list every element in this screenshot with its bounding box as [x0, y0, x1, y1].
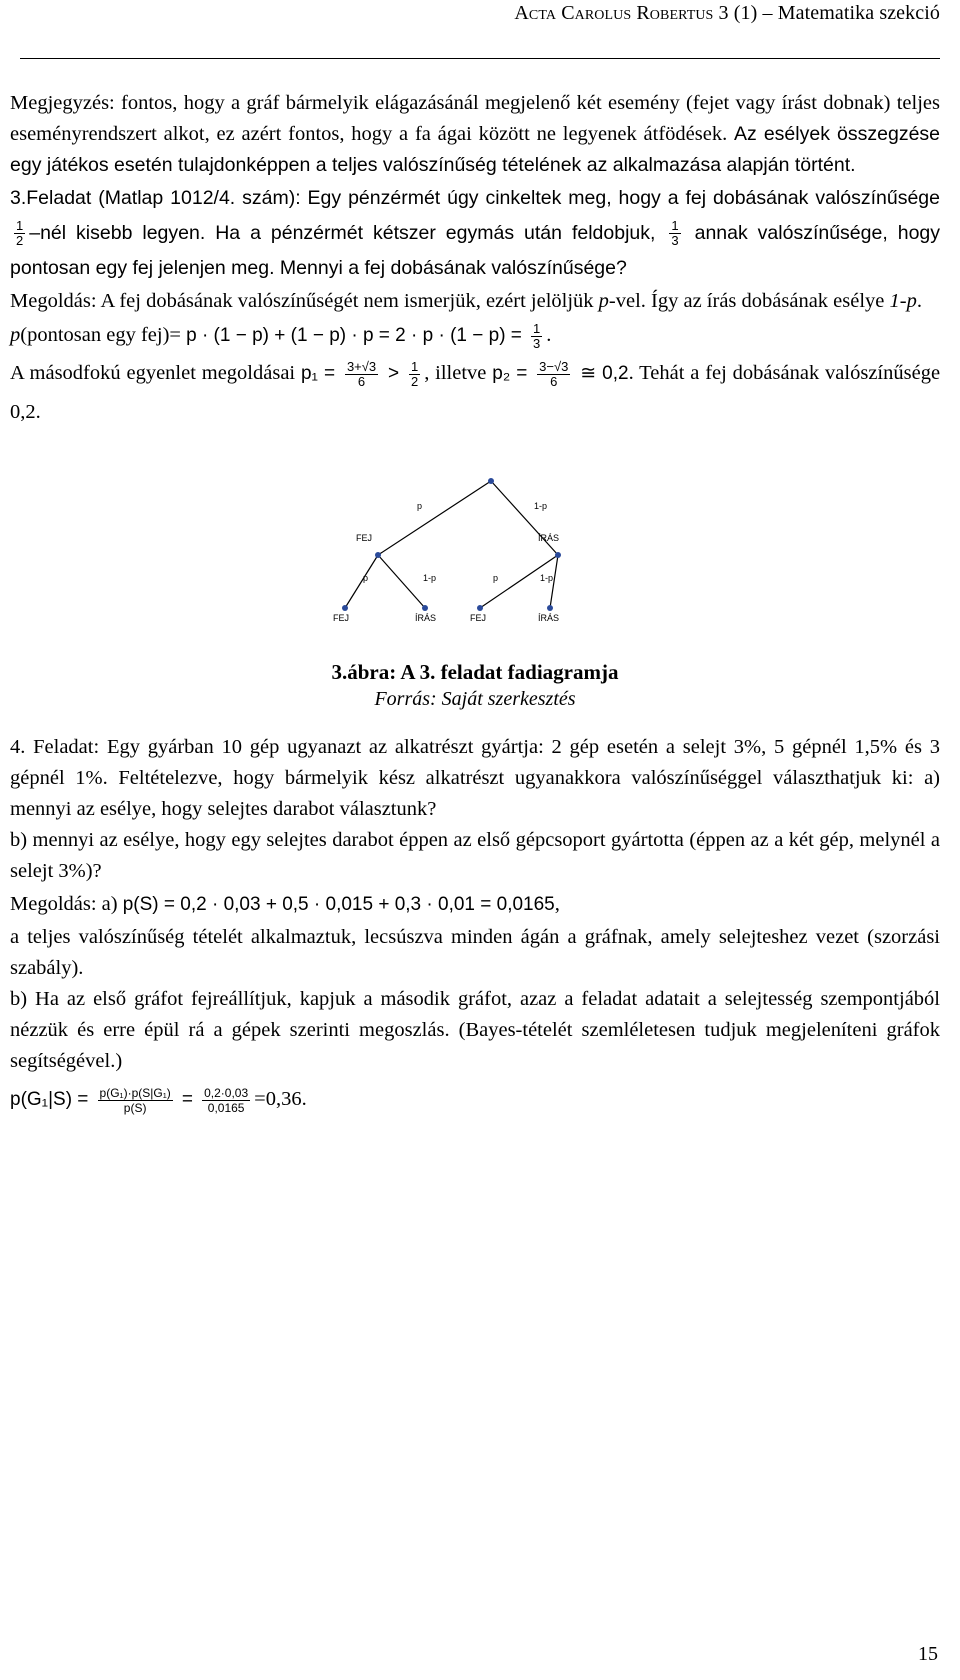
task3-after-half: –nél kisebb legyen. Ha a pénzérmét kétszer egymás után feldobjuk, — [29, 222, 656, 244]
task4-text-b: b) mennyi az esélye, hogy egy selejtes darabot éppen az első gépcsoport gyártotta (éppen az a két gép, melynél a selejt 3%)? — [10, 829, 940, 882]
task3-after-third: annak valószínűsége, hogy pontosan egy fej jelenjen meg. Mennyi a fej dobásának valószínűsége? — [10, 222, 941, 279]
tree-node-fej — [375, 552, 381, 558]
tree-node-fej-fej — [342, 605, 348, 611]
node-label-fej-1: FEJ — [356, 533, 373, 543]
fraction-bayes-2: $\frac{0,2\cdot 0,03}{0,0165}$ — [204, 1085, 249, 1115]
tree-node-iras-iras — [547, 605, 553, 611]
node-label-iras-1: ÍRÁS — [538, 533, 560, 543]
task4-text: 4. Feladat: Egy gyárban 10 gép ugyanazt az alkatrészt gyártja: 2 gép esetén a selejt 3%, 5 gépnél 1,5% és 3 gépnél 1%. Feltételezve, hogy bármelyik kész alkatrészt ugyanakkora valószínűséggel választhatjuk ki: a) mennyi az esélye, hogy selejtes darabot választunk? — [10, 736, 940, 820]
sol-a-label: Megoldás: a) — [10, 893, 118, 915]
variable-one-minus-p: 1-p — [889, 290, 917, 312]
fraction-p1: $\frac{3+√3}{6}$ — [346, 358, 377, 389]
edge-root-left — [378, 481, 491, 555]
sol-a-formula: p(S) = 0,2 · 0,03 + 0,5 · 0,015 + 0,3 · 0,01 = 0,0165 — [122, 894, 555, 915]
edge-root-right — [491, 481, 558, 555]
eq-expression: p · (1 − p) + (1 − p) · p = 2 · p · (1 − p) = — [186, 325, 522, 346]
root-p1-label: p₁ = — [300, 363, 336, 384]
task4-solution-a-text: a teljes valószínűség tételét alkalmaztuk, lecsúszva minden ágán a gráfnak, amely selejteshez vezet (szorzási szabály). — [10, 926, 940, 979]
running-header — [20, 0, 940, 59]
journal-title — [514, 2, 940, 25]
figure-caption: 3.ábra: A 3. feladat fadiagramja — [331, 660, 619, 684]
edge-left-left — [345, 555, 378, 608]
fraction-one-third: $\frac{1}{3}$ — [671, 218, 679, 249]
fraction-p1-compare: $\frac{1}{2}$ — [410, 358, 419, 389]
edge-label-rl: p — [493, 573, 499, 583]
tree-node-iras-fej — [477, 605, 483, 611]
node-label-iras-2: ÍRÁS — [415, 613, 437, 623]
note-paragraph — [10, 88, 940, 181]
task3-intro: 3.Feladat (Matlap 1012/4. szám): Egy pénzérmét úgy cinkeltek meg, hogy a fej dobásának valószínűsége — [10, 187, 940, 209]
task4-solution-b-text: b) Ha az első gráfot fejreállítjuk, kapjuk a második gráfot, azaz a feladat adatait a selejtesség szempontjából nézzük és erre épül rá a gépek szerinti megoszlás. (Bayes-tételét szemléletesen tudjuk megjeleníteni gráfok segítségével.) — [10, 988, 940, 1072]
task3-roots — [10, 354, 940, 431]
edge-label-lr: 1-p — [423, 573, 437, 583]
node-label-fej-2: FEJ — [333, 613, 350, 623]
roots-text: A másodfokú egyenlet megoldásai — [10, 362, 296, 384]
header-dash: – — [762, 2, 773, 24]
note-text-2: Az esélyek összegzése egy játékos esetén tulajdonképpen a teljes valószínűség tételének az alkalmazása alapján történt. — [10, 123, 941, 176]
edge-label-root-right: 1-p — [534, 501, 548, 511]
node-label-iras-3: ÍRÁS — [538, 613, 560, 623]
bayes-lhs: p(G₁|S) = — [10, 1089, 89, 1110]
edge-label-root-left: p — [417, 501, 423, 511]
node-label-fej-3: FEJ — [470, 613, 487, 623]
tree-node-iras — [555, 552, 561, 558]
edge-left-right — [378, 555, 425, 608]
edge-label-rr: 1-p — [540, 573, 554, 583]
note-text: Megjegyzés: fontos, hogy a gráf bármelyik elágazásánál megjelenő két esemény (fejet vagy írást dobnak) teljes eseményrendszert alkot, ez azért fontos, hogy a fa ágai között ne legyenek átfödések. — [10, 92, 940, 145]
page-body — [10, 88, 940, 1122]
fraction-p2: $\frac{3-√3}{6}$ — [539, 358, 569, 389]
tree-node-fej-iras — [422, 605, 428, 611]
fraction-bayes-1: $\frac{\text{p(G₁)·p(S|G₁)}}{p(S)}$ — [99, 1085, 171, 1115]
page-number: 15 — [918, 1643, 938, 1665]
journal-name: Acta Carolus Robertus 3 (1) — [514, 2, 758, 24]
illetve: , illetve — [424, 362, 487, 384]
task4-solution-a: Megoldás: a) p(S) = 0,2 · 0,03 + 0,5 · 0,015 + 0,3 · 0,01 = 0,0165, — [10, 893, 560, 915]
approx-value: ≅ 0,2 — [580, 363, 629, 384]
solution-cont: -vel. Így az írás dobásának esélye — [608, 290, 885, 312]
greater-than: > — [387, 363, 400, 384]
tree-figure — [10, 475, 940, 680]
solution-intro: Megoldás: A fej dobásának valószínűségét nem ismerjük, ezért jelöljük — [10, 290, 594, 312]
task4-statement — [10, 732, 940, 887]
task3-solution: Megoldás: A fej dobásának valószínűségét nem ismerjük, ezért jelöljük p-vel. Így az írás dobásának esélye 1-p. — [10, 290, 922, 312]
edge-label-ll: p — [363, 573, 369, 583]
bayes-equals: = — [181, 1089, 193, 1110]
eq-lhs-p: p — [10, 324, 21, 346]
fraction-eq-rhs: $\frac{1}{3}$ — [533, 320, 541, 351]
tree-diagram — [330, 475, 620, 680]
task3-statement — [10, 181, 940, 286]
fraction-one-half: $\frac{1}{2}$ — [16, 218, 24, 249]
tree-edges — [345, 481, 558, 608]
tree-nodes — [342, 478, 561, 611]
root-p2-label: p₂ = — [492, 363, 528, 384]
bayes-formula — [10, 1077, 940, 1122]
tree-node-root — [488, 478, 494, 484]
eq-lhs: (pontosan egy fej)= — [20, 324, 181, 346]
variable-p: p — [598, 290, 609, 312]
section-name: Matematika szekció — [777, 2, 940, 24]
figure-source: Forrás: Saját szerkesztés — [374, 688, 576, 710]
task3-equation: p(pontosan egy fej)= p · (1 − p) + (1 − p) · p = 2 · p · (1 − p) = $\frac{1}{3}$ . — [10, 320, 552, 351]
bayes-result: =0,36. — [254, 1088, 307, 1110]
conclusion: . Tehát a fej dobásának valószínűsége 0,2. — [10, 362, 941, 423]
